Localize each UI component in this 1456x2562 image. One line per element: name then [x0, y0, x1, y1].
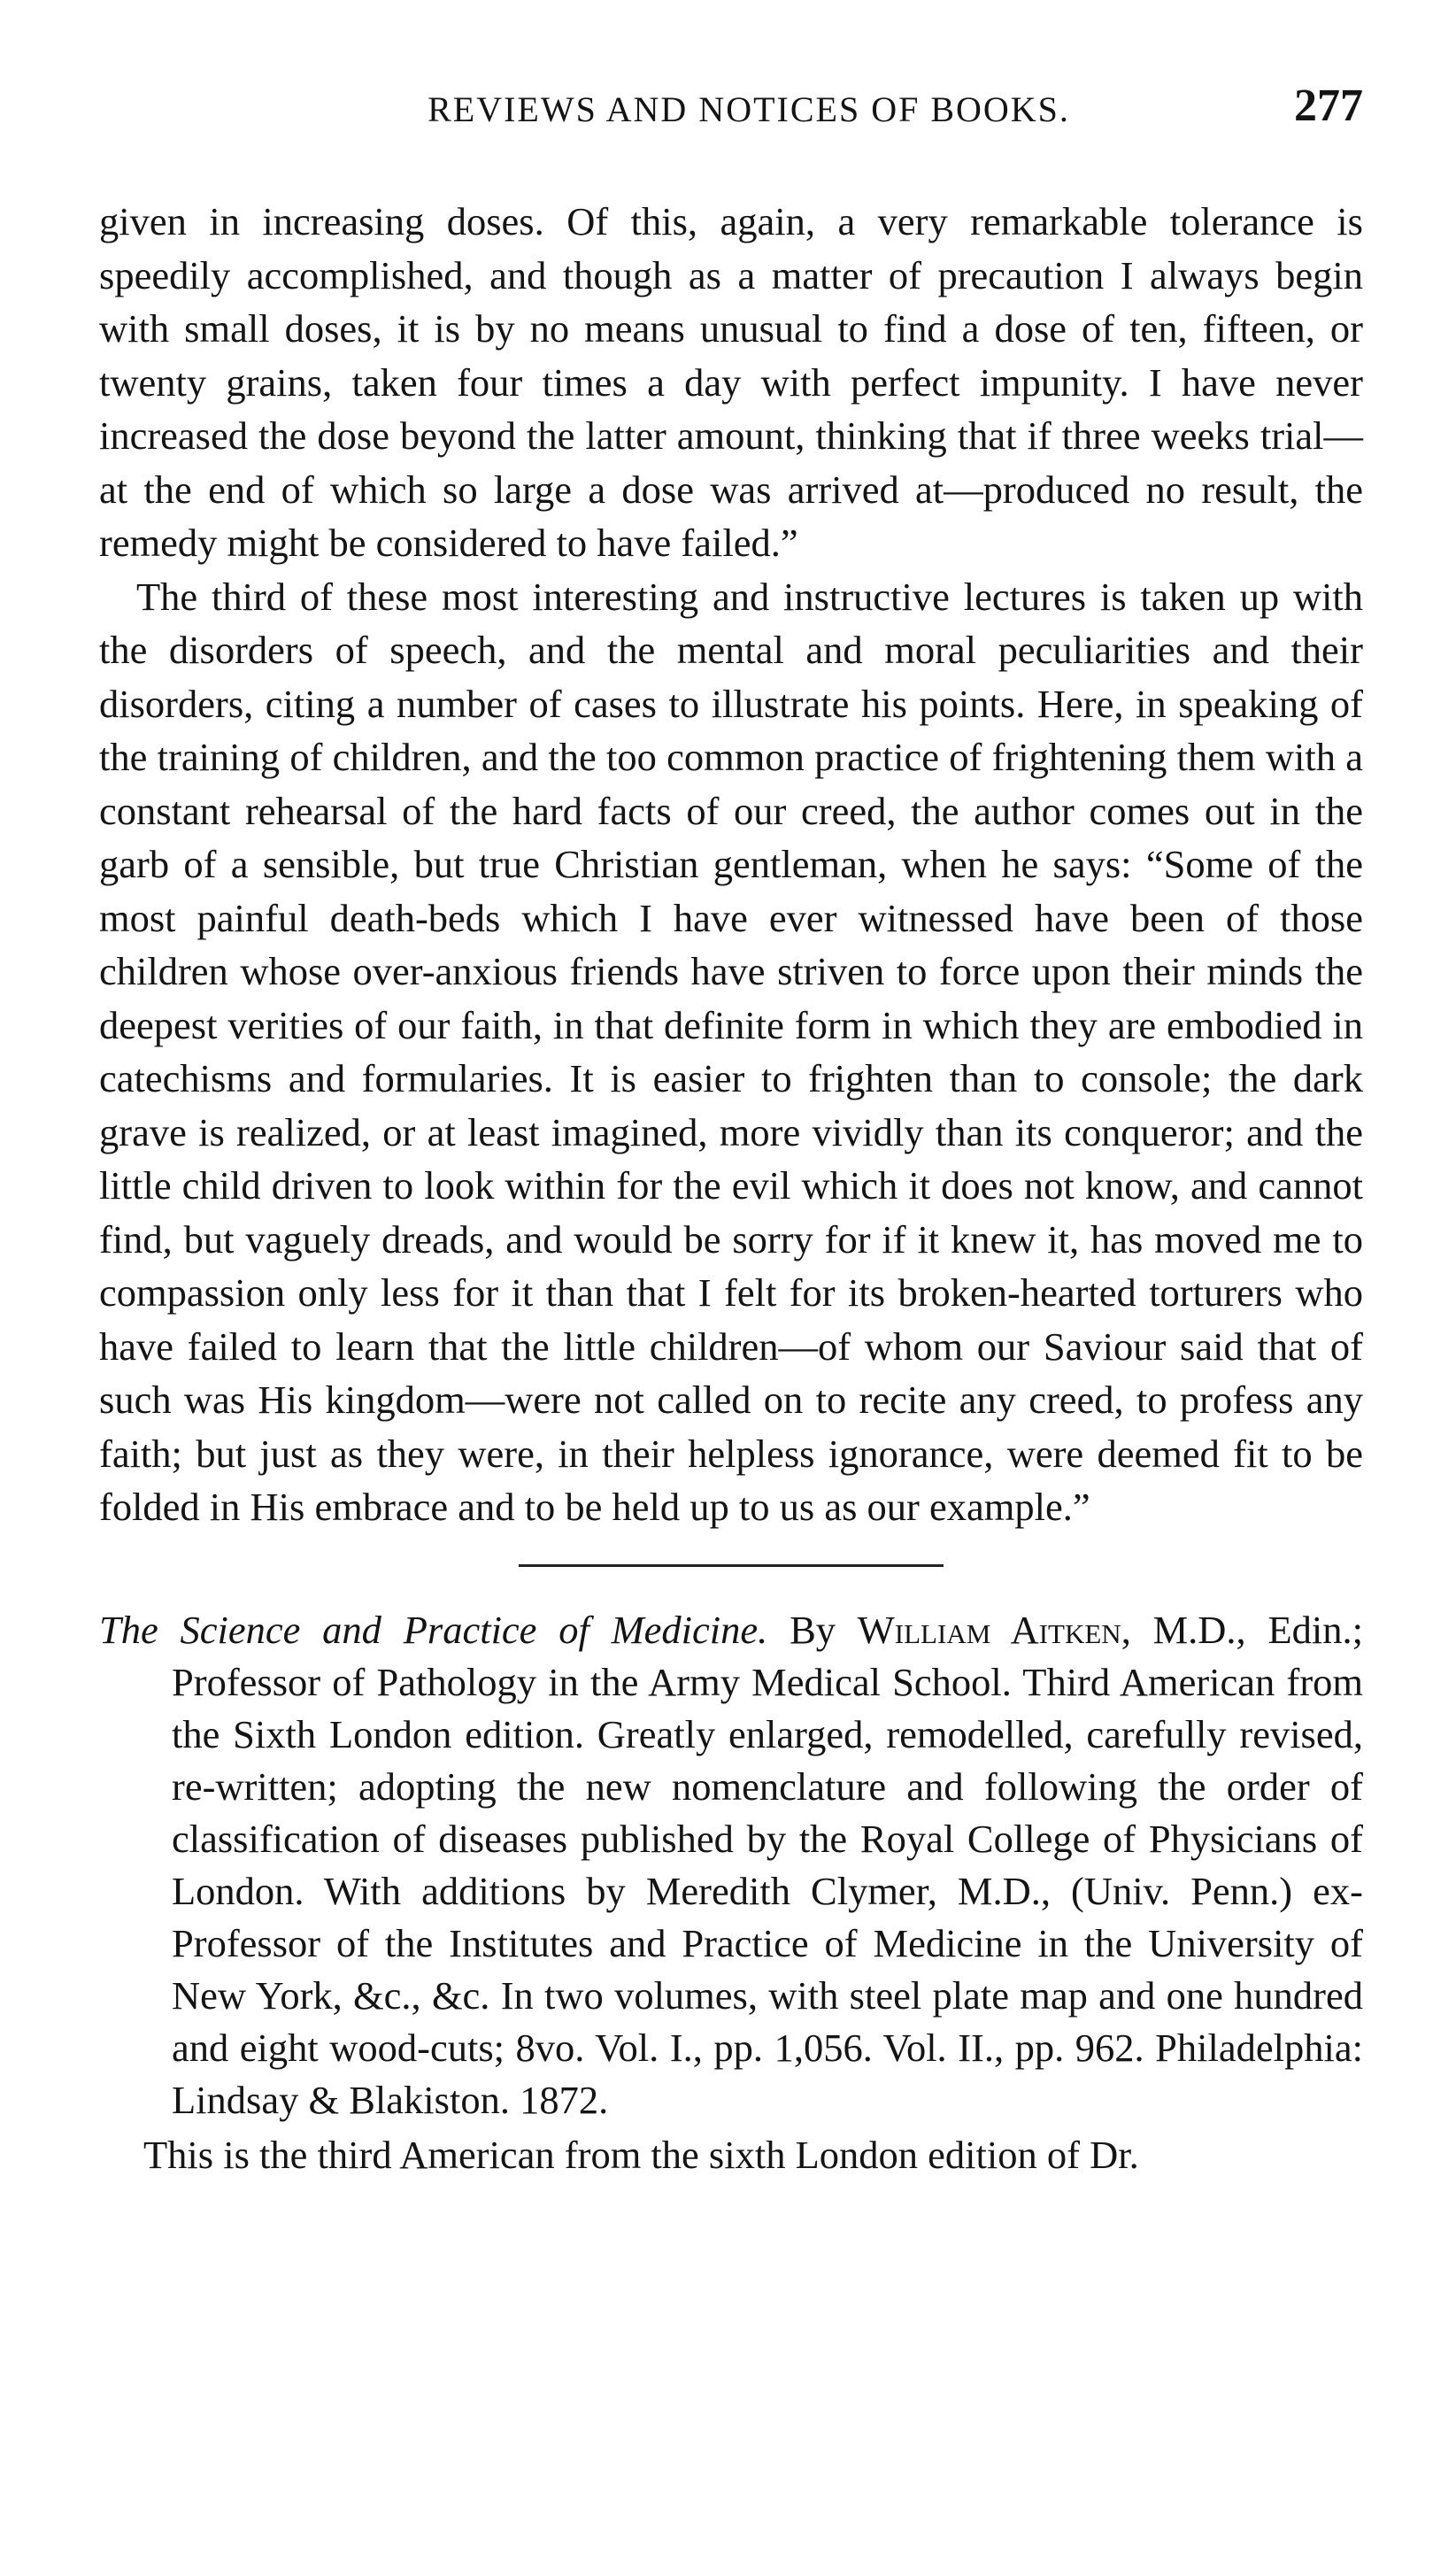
journal-page [99, 69, 1363, 2181]
section-divider [519, 1564, 944, 1567]
notice-comment: This is the third American from the sixth London edition of Dr. [143, 2132, 1139, 2177]
book-author: William Aitken, M.D., [857, 1607, 1246, 1652]
page-number: 277 [1294, 81, 1363, 131]
book-title: The Science and Practice of Medicine. [99, 1607, 768, 1652]
article-body [99, 195, 1363, 1534]
paragraph-lecture-summary: The third of these most interesting and instructive lectures is taken up with the disorders of speech, and the mental and moral peculiarities and their disorders, citing a number of cases to illustrate his points. Here, in speaking of the training of children, and the too common practice of frightening them with a constant rehearsal of the hard facts of our creed, the author comes out in the garb of a sensible, but true Christian gentleman, when he says: “Some of the most painful death-beds which I have ever witnessed have been of those children whose over-anxious friends have striven to force upon their minds the deepest verities of our faith, in that definite form in which they are embodied in catechisms and formularies. It is easier to frighten than to console; the dark grave is realized, or at least imagined, more vividly than its conqueror; and the little child driven to look within for the evil which it does not know, and cannot find, but vaguely dreads, and would be sorry for if it knew it, has moved me to compassion only less for it than that I felt for its broken-hearted torturers who have failed to learn that the little children—of whom our Saviour said that of such was His kingdom—were not called on to recite any creed, to profess any faith; but just as they were, in their helpless ignorance, were deemed fit to be folded in His embrace and to be held up to us as our example.” [99, 574, 1363, 1529]
paragraph-continuation: given in increasing doses. Of this, again, a very remarkable tolerance is speedily accomplished, and though as a matter of precaution I always begin with small doses, it is by no means unusual to find a dose of ten, fifteen, or twenty grains, taken four times a day with perfect impunity. I have never increased the dose beyond the latter amount, thinking that if three weeks trial—at the end of which so large a dose was arrived at—produced no result, the remedy might be considered to have failed.” [99, 199, 1363, 565]
running-title: REVIEWS AND NOTICES OF BOOKS. [428, 89, 1070, 129]
book-notice [99, 1604, 1363, 2126]
running-head [99, 69, 1363, 131]
book-details: Edin.; Professor of Pathology in the Army Medical School. Third American from the Sixth London edition. Greatly enlarged, remodelled, carefully revised, re-written; adopting the new nomenclature and following the order of classification of diseases published by the Royal College of Physicians of London. With additions by Meredith Clymer, M.D., (Univ. Penn.) ex-Professor of the Institutes and Practice of Medicine in the University of New York, &c., &c. In two volumes, with steel plate map and one hundred and eight wood-cuts; 8vo. Vol. I., pp. 1,056. Vol. II., pp. 962. Philadelphia: Lindsay & Blakiston. 1872. [172, 1607, 1364, 2122]
book-by: By [790, 1607, 836, 1652]
